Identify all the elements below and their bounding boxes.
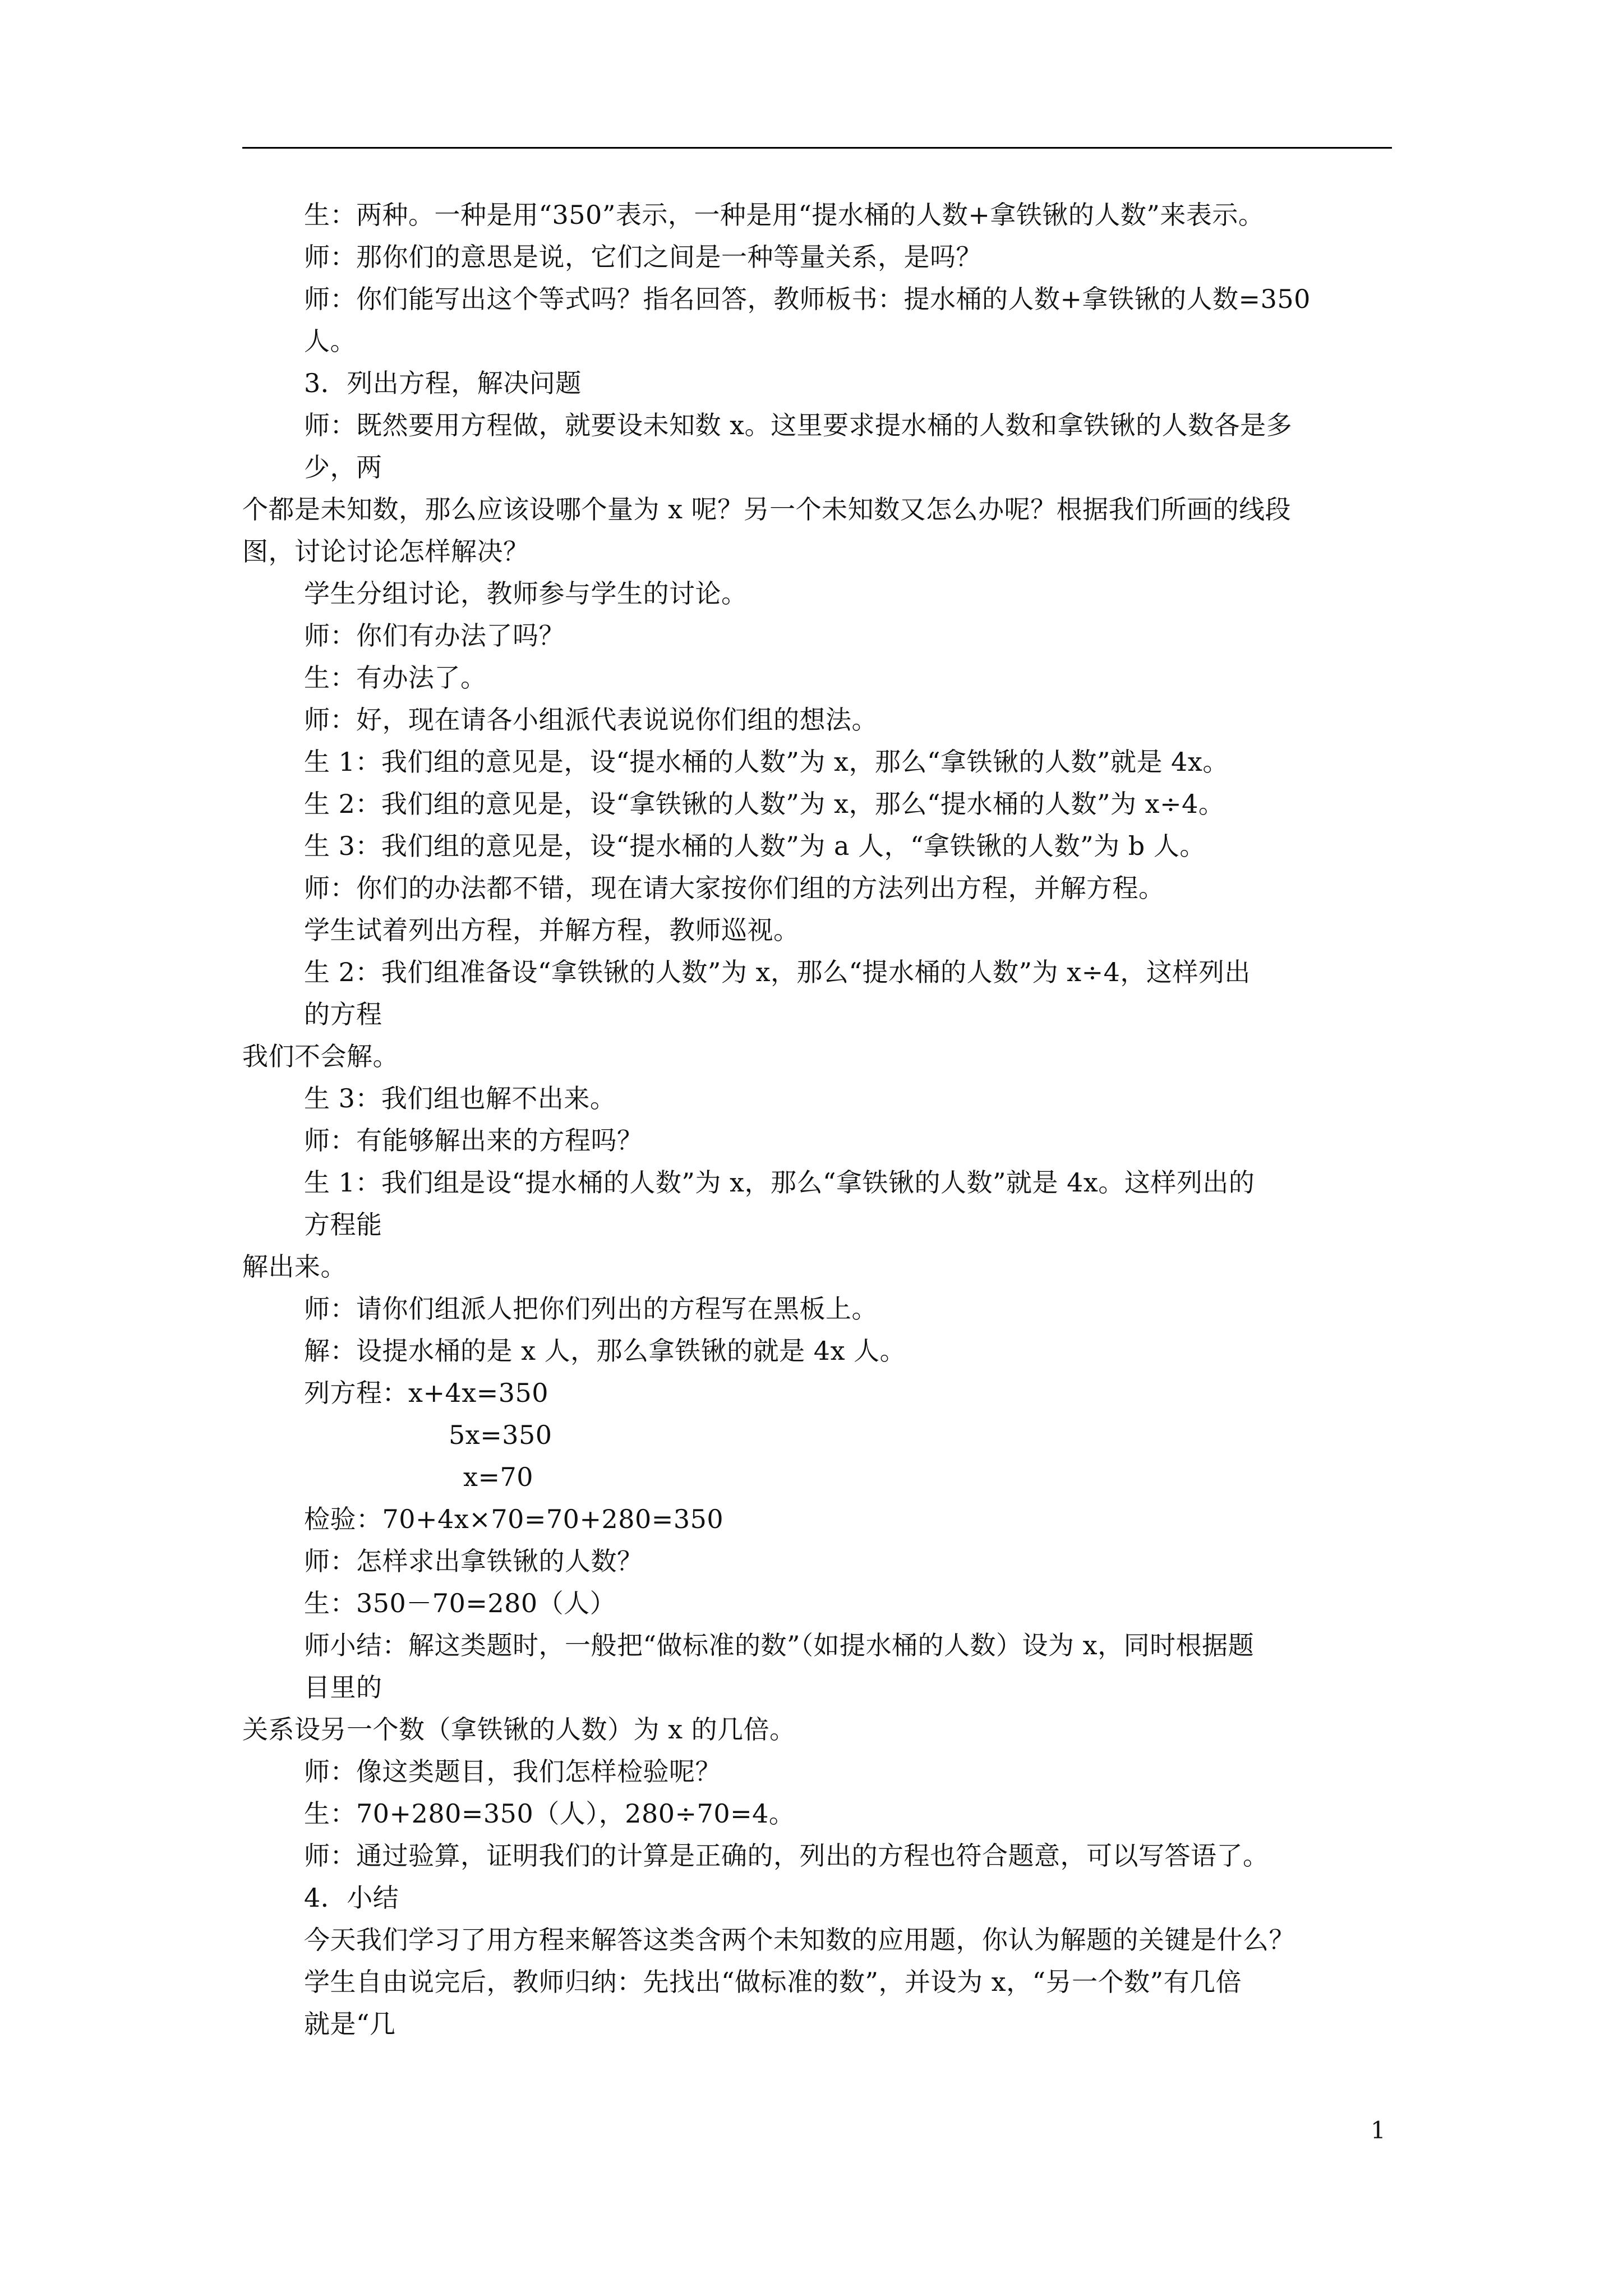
text-line: 少，两 [304, 452, 382, 482]
text-line: 就是“几 [304, 2009, 396, 2039]
text-line: 师：有能够解出来的方程吗？ [304, 1125, 643, 1156]
text-line: 的方程 [304, 999, 382, 1029]
text-line: 生 3：我们组的意见是，设“提水桶的人数”为 a 人，“拿铁锹的人数”为 b 人。 [304, 831, 1206, 861]
text-line: 师：请你们组派人把你们列出的方程写在黑板上。 [304, 1294, 878, 1324]
text-line: 解：设提水桶的是 x 人，那么拿铁锹的就是 4x 人。 [304, 1336, 906, 1366]
page-number: 1 [1371, 2116, 1386, 2144]
text-line: 师：你们有办法了吗？ [304, 620, 565, 651]
text-line: 师：怎样求出拿铁锹的人数？ [304, 1546, 643, 1576]
equation-line: x=70 [463, 1462, 534, 1492]
text-line: 今天我们学习了用方程来解答这类含两个未知数的应用题，你认为解题的关键是什么？ [304, 1925, 1295, 1955]
text-line: 生：350－70=280（人） [304, 1588, 616, 1618]
text-line: 师：像这类题目，我们怎样检验呢？ [304, 1756, 721, 1787]
text-line: 图，讨论讨论怎样解决？ [242, 536, 529, 567]
text-line: 学生试着列出方程，并解方程，教师巡视。 [304, 915, 800, 945]
text-line: 师：那你们的意思是说，它们之间是一种等量关系，是吗？ [304, 242, 982, 272]
text-line: 解出来。 [242, 1251, 347, 1282]
text-line: 人。 [304, 326, 356, 356]
text-line: 师：通过验算，证明我们的计算是正确的，列出的方程也符合题意，可以写答语了。 [304, 1841, 1269, 1871]
text-line: 师：既然要用方程做，就要设未知数 x。这里要求提水桶的人数和拿铁锹的人数各是多 [304, 410, 1293, 440]
text-line: 生：两种。一种是用“350”表示，一种是用“提水桶的人数+拿铁锹的人数”来表示。 [304, 200, 1265, 230]
text-line: 师小结：解这类题时，一般把“做标准的数”（如提水桶的人数）设为 x，同时根据题 [304, 1630, 1255, 1660]
text-line: 师：你们能写出这个等式吗？指名回答，教师板书：提水桶的人数+拿铁锹的人数=350 [304, 284, 1311, 314]
text-line: 生 2：我们组准备设“拿铁锹的人数”为 x，那么“提水桶的人数”为 x÷4，这样列出 [304, 957, 1251, 987]
text-line: 学生分组讨论，教师参与学生的讨论。 [304, 578, 748, 609]
text-line: 生 2：我们组的意见是，设“拿铁锹的人数”为 x，那么“提水桶的人数”为 x÷4。 [304, 789, 1225, 819]
text-line: 生：70+280=350（人），280÷70=4。 [304, 1798, 795, 1829]
equation-line: 列方程：x+4x=350 [304, 1378, 549, 1408]
text-line: 师：好，现在请各小组派代表说说你们组的想法。 [304, 705, 878, 735]
section-heading: 4．小结 [304, 1883, 399, 1913]
text-line: 生 1：我们组是设“提水桶的人数”为 x，那么“拿铁锹的人数”就是 4x。这样列出的 [304, 1167, 1255, 1198]
text-line: 学生自由说完后，教师归纳：先找出“做标准的数”，并设为 x，“另一个数”有几倍 [304, 1967, 1242, 1997]
text-line: 关系设另一个数（拿铁锹的人数）为 x 的几倍。 [242, 1714, 796, 1745]
text-line: 生 1：我们组的意见是，设“提水桶的人数”为 x，那么“拿铁锹的人数”就是 4x。 [304, 747, 1229, 777]
section-heading: 3．列出方程，解决问题 [304, 368, 582, 398]
text-line: 方程能 [304, 1209, 382, 1240]
text-line: 生 3：我们组也解不出来。 [304, 1083, 616, 1114]
text-line: 目里的 [304, 1672, 382, 1703]
equation-line: 5x=350 [449, 1420, 552, 1450]
text-line: 我们不会解。 [242, 1041, 399, 1071]
equation-line: 检验：70+4x×70=70+280=350 [304, 1504, 724, 1534]
header-rule [242, 147, 1392, 149]
text-line: 师：你们的办法都不错，现在请大家按你们组的方法列出方程，并解方程。 [304, 873, 1165, 903]
text-line: 生：有办法了。 [304, 662, 487, 693]
text-line: 个都是未知数，那么应该设哪个量为 x 呢？另一个未知数又怎么办呢？根据我们所画的线段 [242, 494, 1292, 524]
